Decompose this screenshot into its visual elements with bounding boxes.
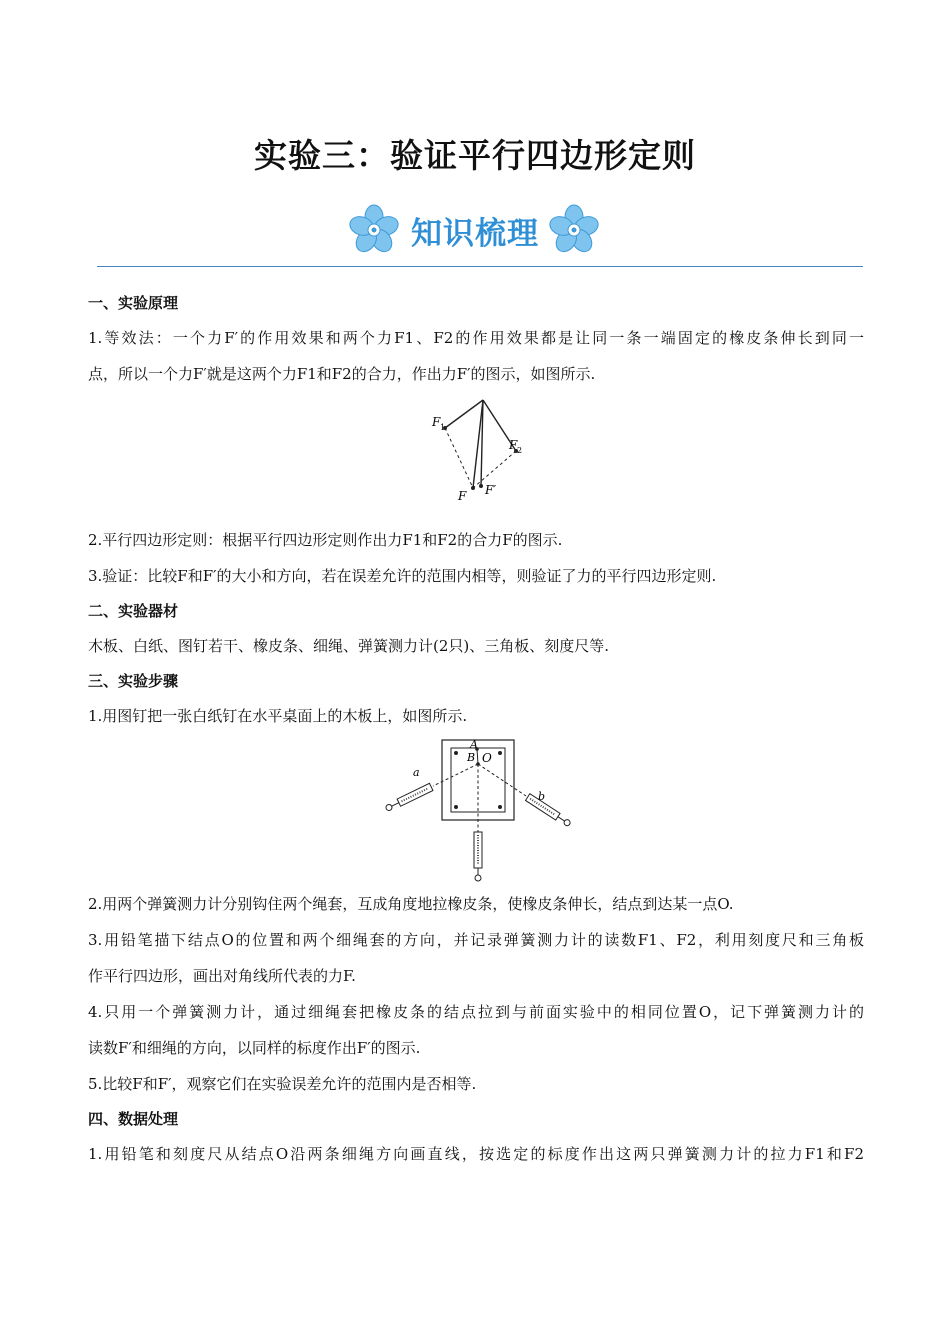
header-divider [97, 266, 863, 267]
force-parallelogram-figure [88, 392, 864, 522]
label-f2-sub: 2 [517, 446, 523, 455]
label-f2: F [509, 438, 518, 452]
label-f-prime: F′ [485, 483, 497, 497]
label-f1-sub: 1 [440, 423, 446, 432]
banner-title: 知识梳理 [411, 216, 539, 252]
spring-scale-b [525, 794, 571, 828]
paragraph: 1.用铅笔和刻度尺从结点O沿两条细绳方向画直线，按选定的标度作出这两只弹簧测力计的拉力F1和F2 [88, 1145, 864, 1163]
paragraph: 木板、白纸、图钉若干、橡皮条、细绳、弹簧测力计(2只)、三角板、刻度尺等. [88, 637, 610, 655]
label-point-a: A [470, 738, 478, 751]
paragraph: 1.等效法：一个力F′的作用效果和两个力F1、F2的作用效果都是让同一条一端固定的橡皮条伸长到同一 [88, 329, 864, 347]
section-heading: 二、实验器材 [88, 602, 179, 620]
section-heading: 三、实验步骤 [88, 672, 179, 690]
label-scale-b: b [538, 790, 546, 803]
label-f: F [458, 489, 467, 503]
paragraph: 读数F′和细绳的方向，以同样的标度作出F′的图示. [88, 1039, 421, 1057]
paragraph: 点，所以一个力F′就是这两个力F1和F2的合力，作出力F′的图示，如图所示. [88, 365, 596, 383]
paragraph: 2.用两个弹簧测力计分别钩住两个绳套，互成角度地拉橡皮条，使橡皮条伸长，结点到达某一点O. [88, 895, 734, 913]
paragraph: 3.验证：比较F和F′的大小和方向，若在误差允许的范围内相等，则验证了力的平行四边形定则. [88, 567, 717, 585]
paragraph: 3.用铅笔描下结点O的位置和两个细绳套的方向，并记录弹簧测力计的读数F1、F2，利用刻度尺和三角板 [88, 931, 864, 949]
paragraph: 作平行四边形，画出对角线所代表的力F. [88, 967, 356, 985]
sakura-flower-icon [548, 204, 600, 256]
paragraph: 1.用图钉把一张白纸钉在水平桌面上的木板上，如图所示. [88, 707, 468, 725]
page-title: 实验三：验证平行四边形定则 [254, 136, 696, 175]
section-banner [348, 200, 602, 262]
spring-scale-a [385, 783, 433, 812]
label-f1: F [432, 415, 441, 429]
label-scale-a: a [413, 766, 420, 779]
spring-scale-bottom [474, 832, 482, 881]
label-point-o: O [482, 751, 492, 765]
document-body [88, 286, 864, 1172]
section-heading: 四、数据处理 [88, 1110, 179, 1128]
paragraph: 4.只用一个弹簧测力计，通过细绳套把橡皮条的结点拉到与前面实验中的相同位置O，记下弹簧测力计的 [88, 1003, 864, 1021]
paragraph: 2.平行四边形定则：根据平行四边形定则作出力F1和F2的合力F的图示. [88, 531, 563, 549]
label-point-b: B [467, 751, 476, 764]
paragraph: 5.比较F和F′，观察它们在实验误差允许的范围内是否相等. [88, 1075, 477, 1093]
sakura-flower-icon [348, 204, 400, 256]
experiment-setup-figure [88, 734, 864, 886]
section-heading: 一、实验原理 [88, 294, 179, 312]
